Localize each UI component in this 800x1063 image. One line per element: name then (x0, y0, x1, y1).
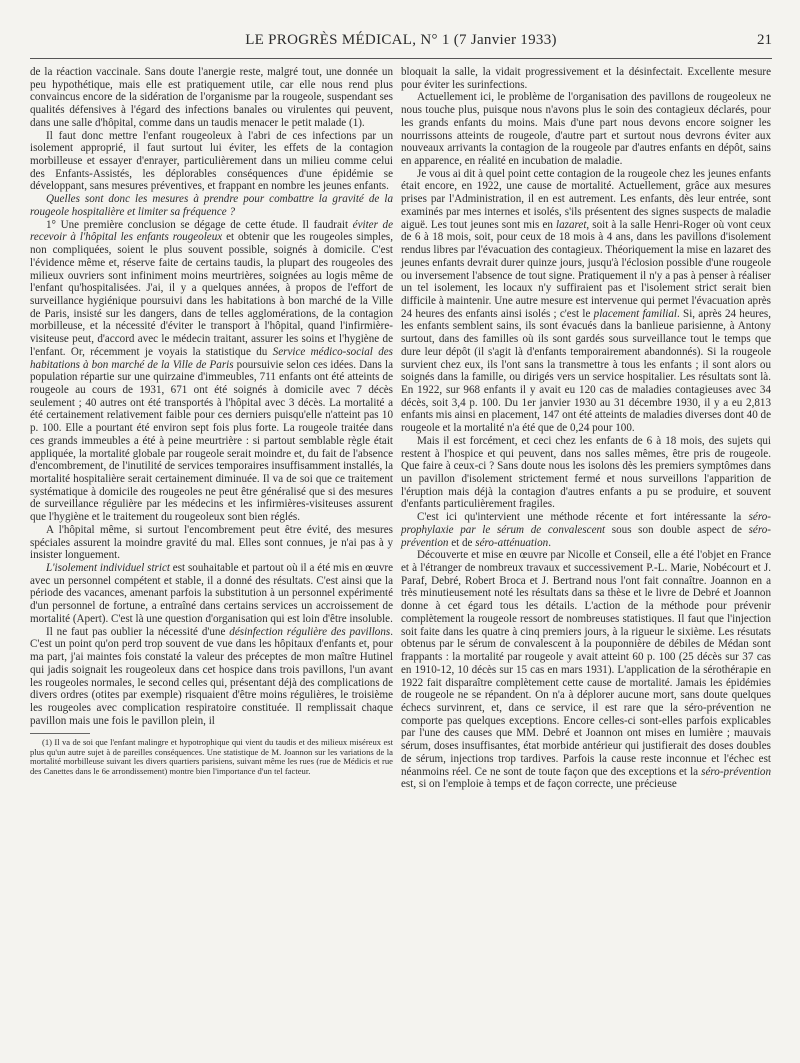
emphasis: séro-prévention (701, 765, 771, 778)
text-run: sous son double aspect de (605, 523, 749, 536)
text-run: est, si on l'emploie à temps et de façon correcte, une précieuse (401, 778, 677, 791)
emphasis: placement familial (593, 307, 677, 320)
paragraph (30, 626, 393, 728)
footnote-rule (30, 733, 90, 734)
paragraph (30, 219, 393, 524)
text-run: Je vous ai dit à quel point cette contagion de la rougeole chez les jeunes enfants était encore, en 1922, une cause de mortalité. Actuellement, grâce aux mesures prises par l'Administration, il en est autrement. Les enfants, dès leur entrée, sont examinés par mes internes et isolés, s'ils présentent des signes suspects de maladie aiguë. Les tout jeunes sont mis en (401, 167, 771, 231)
left-column (30, 66, 393, 776)
text-run: . (548, 536, 551, 549)
paragraph: Actuellement ici, le problème de l'organisation des pavillons de rougeoleux ne nous touche plus, puisque nous n'avons plus le soin des contagieux déclarés, pour les grands enfants du moins. Mais d'une part nous devons encore soigner les nourrissons atteints de rougeole, d'autre part et surtout nous devrons éviter aux nouveaux arrivants la contagion de la rougeole par d'autres enfants en dépôt, sains en apparence, en réalité en incubation de maladie. (401, 91, 771, 168)
text-run: , soit à la salle Henri-Roger où vont ceux de 6 à 18 mois, soit, pour ceux de 18 mois à 4 ans, dans les pavillons d'isolement rendus libres par l'évacuation des contagieux. Théoriquement la mise en lazaret des jeunes enfants devrait durer quinze jours, jusqu'à l'éclosion possible d'une rougeole ou inversement l'absence de tout signe. Pratiquement il n'y a pas à penser à réaliser un tel isolement, les locaux n'y suffiraient pas et l'isolement strict serait bien difficile à maintenir. Une autre mesure est intervenue qui permet l'évacuation après 24 heures des enfants ainsi isolés ; c'est le (401, 218, 771, 320)
paragraph: de la réaction vaccinale. Sans doute l'anergie reste, malgré tout, une donnée un peu hypothétique, mais elle est pratiquement utile, car elle nous rend plus convaincus encore de la sidération de l'organisme par la rougeole, suspendant ses qualités défensives à l'égard des infections banales ou virulentes qui peuvent, dans une salle d'hôpital, comme dans un taudis menacer le petit malade (1). (30, 66, 393, 129)
text-run: . Si, après 24 heures, les enfants semblent sains, ils sont évacués dans la banlieue parisienne, à Antony surtout, dans des familles où ils sont gardés sous surveillance tout le temps que dure leur dépôt (il s'agit là d'enfants temporairement abandonnés). Si la rougeole survient chez eux, ils l'ont sans la transmettre à tous les enfants ; il sont alors ou soignés dans la famille, ou dirigés vers un service hospitalier. Les résultats sont là. En 1922, sur 968 enfants il y avait eu 120 cas de maladies contagieuses avec 34 décès, soit 3,4 p. 100. Du 1er janvier 1930 au 31 décembre 1930, il y a eu 2,813 enfants mis ainsi en placement, 147 ont été atteints de maladies diverses dont 40 de rougeole et la mortalité n'a été que de 0,24 pour 100. (401, 307, 772, 435)
text-run: Découverte et mise en œuvre par Nicolle et Conseil, elle a été l'objet en France et à l'étranger de nombreux travaux et successivement P.-L. Marie, Nobécourt et J. Paraf, Debré, Robert Broca et J. Bertrand nous l'ont fait connaître. Joannon en a très minutieusement noté les résultats dans sa thèse et le livre de Debré et Joannon donne à cet égard tous les détails. L'action de la méthode pour prévenir complètement la rougeole ressort de nombreuses statistiques. Il faut que l'injection soit faite dans les quatre à cinq premiers jours, à la rigueur le sixième. Les résutats obtenus par le sérum de convalescent à la pouponnière de débiles de Médan sont frappants : la mortalité par rougeole y avait atteint 60 p. 100 (25 décès sur 37 cas en 1910-12, 10 décès sur 15 cas en mars 1931). L'application de la sérothérapie en 1922 fait disparaître complètement cette cause de mortalité. Jamais les épidémies de rougeole ne se répandent. On n'a à déplorer aucune mort, sans doute quelques échecs survinrent, et, dans ce service, il est rare que la séro-prévention ne comporte pas quelques exceptions. Encore celles-ci sont-elles parfois explicables par l'une des causes que MM. Debré et Joannon ont mises en lumière ; mauvais sérum, doses insuffisantes, état morbide antérieur qui justifierait des doses doubles de sérum, injections trop tardives. Parfois la cause reste inconnue et l'échec est néanmoins réel. Ce ne sont de toute façon que des exceptions et la (401, 549, 771, 778)
text-run: 1° Une première conclusion se dégage de cette étude. Il faudrait (46, 218, 353, 231)
paragraph (401, 168, 771, 435)
emphasis: séro-prévention (401, 523, 771, 549)
paragraph: Il faut donc mettre l'enfant rougeoleux à l'abri de ces infections par un isolement approprié, il faut surtout lui éviter, les effets de la contagion morbilleuse et essayer d'enrayer, particulièrement dans un milieu comme celui des Enfants-Assistés, les déplorables conséquences d'une épidémie se développant, sans mesures préventives, et frappant en nombre les jeunes enfants. (30, 129, 393, 193)
paragraph: A l'hôpital même, si surtout l'encombrement peut être évité, des mesures spéciales assurent la moindre gravité du mal. Elles sont connues, je n'ai pas à y insister longuement. (30, 523, 393, 562)
section-question: Quelles sont donc les mesures à prendre pour combattre la gravité de la rougeole hospitalière et limiter sa fréquence ? (30, 193, 393, 218)
emphasis: séro-prophylaxie par le sérum de convalescent (401, 511, 771, 536)
text-run: poursuivie selon ces idées. Dans la population répartie sur une quirzaine d'immeubles, 711 enfants ont été atteints de rougeole au cours de 1931, 671 ont été soignés à domicile avec 7 décès seulement ; 40 autres ont été transportés à l'hôpital avec 3 décès. La mortalité a été certainement relativement faible pour ces derniers puisqu'elle n'atteint pas 10 p. 100. Elle a pourtant été environ sept fois plus forte. La rougeole traitée dans ces grands immeubles a été à peine meurtrière : si partout semblable règle était appliquée, la mortalité globale par rougeole serait moindre et, du fait de l'absence d'encombrement, de l'inutilité de services temporaires insuffisamment installés, la mortalité hospitalière serait certainement diminuée. Il va de soi que ce traitement systématique à domicile des rougeoles ne peut être généralisé que si des mesures de surveillance régulière par les médecins et les infirmières-visiteuses assurent que l'hygiène et le traitement du rougeoleux sont bien réglés. (30, 358, 394, 524)
paragraph (30, 562, 393, 626)
text-run: . C'est un point qu'on perd trop souvent de vue dans les hôpitaux d'enfants et, pour ma part, j'ai maintes fois constaté la valeur des préceptes de mon maître Hutinel qui jadis soignait les rougeoleux dans cet hospice dans trois pavillons, l'un avant les rougeoles normales, le second celles qui, présentant déjà des complications de divers ordres (otites par exemple) risquaient d'être moins régulières, le troisième les rougeoles avec complication respiratoire constituée. Il remplissait chaque pavillon mais une fois le pavillon plein, il (30, 625, 393, 727)
page-number: 21 (757, 32, 772, 48)
page-header (30, 32, 772, 54)
paragraph (401, 549, 771, 791)
emphasis: désinfection régulière des pavillons (229, 625, 391, 638)
text-run: et de (448, 536, 476, 549)
paragraph: bloquait la salle, la vidait progressivement et la désinfectait. Excellente mesure pour éviter les surinfections. (401, 66, 771, 91)
footnote: (1) Il va de soi que l'enfant malingre et hypotrophique qui vient du taudis et des milieux miséreux est plus qu'un autre sujet à de pareilles conséquences. Une statistique de M. Joannon sur les variations de la mortalité morbilleuse suivant les divers quartiers parisiens, suivant même les rues (rue de Médicis et rue des Canettes dans le 6e arrondissement) montre bien l'importance d'un tel facteur. (30, 737, 393, 776)
emphasis: éviter de recevoir à l'hôpital les enfants rougeoleux (30, 218, 393, 244)
paragraph: Mais il est forcément, et ceci chez les enfants de 6 à 18 mois, des sujets qui restent à l'hospice et qui peuvent, dans nos salles mêmes, être pris de rougeole. Que faire à ceux-ci ? Sans doute nous les isolons dès les premiers symptômes dans un pavillon d'isolement strictement fermé et nous surveillons l'apparition de l'éruption mais déjà la contagion d'autres enfants a pu se produire, et souvent d'enfants particulièrement fragiles. (401, 434, 771, 511)
text-run: Il ne faut pas oublier la nécessité d'une (46, 625, 230, 638)
paragraph (401, 511, 771, 549)
emphasis: séro-atténuation (475, 536, 549, 549)
emphasis: L'isolement individuel strict (46, 562, 170, 575)
emphasis: lazaret (556, 218, 587, 231)
text-run: est souhaitable et partout où il a été mis en œuvre avec un personnel compétent et stable, il a donné des résultats. C'est ainsi que la période des vacances, amenant parfois la substitution à un personnel expérimenté d'un personnel de fortune, a entraîné dans certains services un accroissement de mortalité (Apert). C'est là une question d'organisation qui est loin d'être insoluble. (30, 562, 393, 625)
text-run: C'est ici qu'intervient une méthode récente et fort intéressante la (417, 511, 749, 524)
right-column (401, 66, 771, 791)
text-run: et obtenir que les rougeoles simples, non compliquées, soient le plus souvent possible, soignés à domicile. C'est l'évidence même et, réserve faite de certains taudis, la plupart des rougeoles des milieux ouvriers sont infiniment moins meurtrières, soignées au logis même de l'enfant qu'hospitalisées. J'ai, il y a quelques années, à propos de l'effort de surveillance hygiénique poursuivi dans les habitations à bon marché de la Ville de Paris, insisté sur les dangers, dans de telles agglomérations, de la contagion morbilleuse, et la nécessité d'éviter le transport à l'hôpital, quand l'infirmière-visiteuse peut, d'accord avec le médecin traitant, assurer les soins et l'hygiène de l'enfant. Or, récemment je voyais la statistique du (30, 231, 393, 358)
emphasis: Service médico-social des habitations à bon marché de la Ville de Paris (30, 345, 393, 371)
header-rule (30, 58, 772, 59)
journal-title: LE PROGRÈS MÉDICAL, N° 1 (7 Janvier 1933) (245, 32, 557, 48)
